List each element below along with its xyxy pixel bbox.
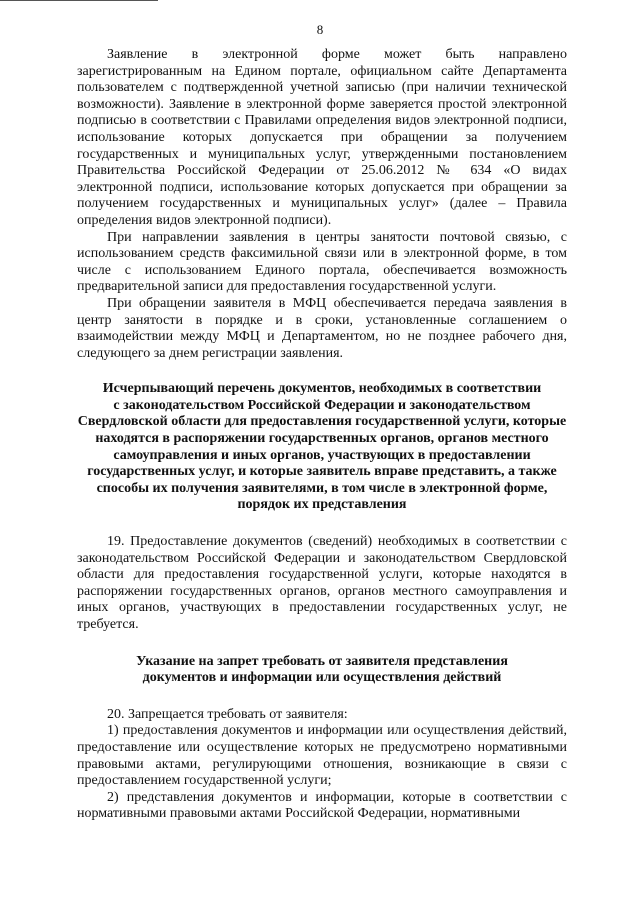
section-heading-documents-list — [77, 381, 567, 514]
page-number: 8 — [316, 22, 324, 37]
paragraph-electronic-application: Заявление в электронной форме может быть направлено зарегистрированным на Едином портале, официальном сайте Департамента пользователем с подтвержденной учетной записью (при наличии технической возможности). Заявление в электронной форме заверяется простой электронной подписью в соответствии с Правилами определения видов электронной подписи, использование которых допускается при обращении за получением государственных и муниципальных услуг, утвержденными постановлением Правительства Российской Федерации от 25.06.2012 № 634 «О видах электронной подписи, использование которых допускается при обращении за получением государственных и муниципальных услуг» (далее – Правила определения видов электронной подписи). — [77, 47, 567, 228]
section-heading-prohibition — [77, 654, 567, 687]
document-body — [77, 47, 567, 823]
paragraph-20-item-2: 2) представления документов и информации, которые в соответствии с нормативными правовыми актами Российской Федерации, нормативными — [77, 789, 567, 822]
heading-line: порядок их представления — [237, 497, 407, 513]
heading-line: способы их получения заявителями, в том числе в электронной форме, — [96, 480, 548, 496]
heading-line: Исчерпывающий перечень документов, необходимых в соответствии — [102, 381, 542, 397]
paragraph-20: 20. Запрещается требовать от заявителя: — [107, 706, 348, 722]
heading-line: государственных услуг, и которые заявитель вправе представить, а также — [87, 464, 557, 480]
heading-line: Свердловской области для предоставления государственной услуги, которые — [77, 414, 567, 430]
paragraph-20-item-1: 1) предоставления документов и информации или осуществления действий, предоставление или осуществление которых не предусмотрено нормативными правовыми актами, регулирующими отношения, возникающие в связи с предоставлением государственной услуги; — [77, 723, 567, 789]
paragraph-mail-submission: При направлении заявления в центры занятости почтовой связью, с использованием средств факсимильной связи или в электронной форме, в том числе с использованием Единого портала, обеспечивается возможность предварительной записи для предоставления государственной услуги. — [77, 229, 567, 295]
heading-line: с законодательством Российской Федерации и законодательством — [113, 397, 531, 413]
heading-line: документов и информации или осуществления действий — [142, 670, 502, 686]
heading-line: Указание на запрет требовать от заявителя представления — [136, 653, 508, 669]
scan-edge-line — [0, 0, 158, 1]
paragraph-19: 19. Предоставление документов (сведений) необходимых в соответствии с законодательством Российской Федерации и законодательством Свердловской области для предоставления государственной услуги, которые находятся в распоряжении государственных органов, органов местного самоуправления и иных органов, участвующих в предоставлении государственных услуг, не требуется. — [77, 534, 567, 632]
paragraph-mfc-submission: При обращении заявителя в МФЦ обеспечивается передача заявления в центр занятости в порядке и в сроки, установленные соглашением о взаимодействии между МФЦ и Департаментом, но не позднее рабочего дня, следующего за днем регистрации заявления. — [77, 295, 567, 361]
heading-line: находятся в распоряжении государственных органов, органов местного — [95, 431, 549, 447]
heading-line: самоуправления и иных органов, участвующих в предоставлении — [113, 447, 531, 463]
